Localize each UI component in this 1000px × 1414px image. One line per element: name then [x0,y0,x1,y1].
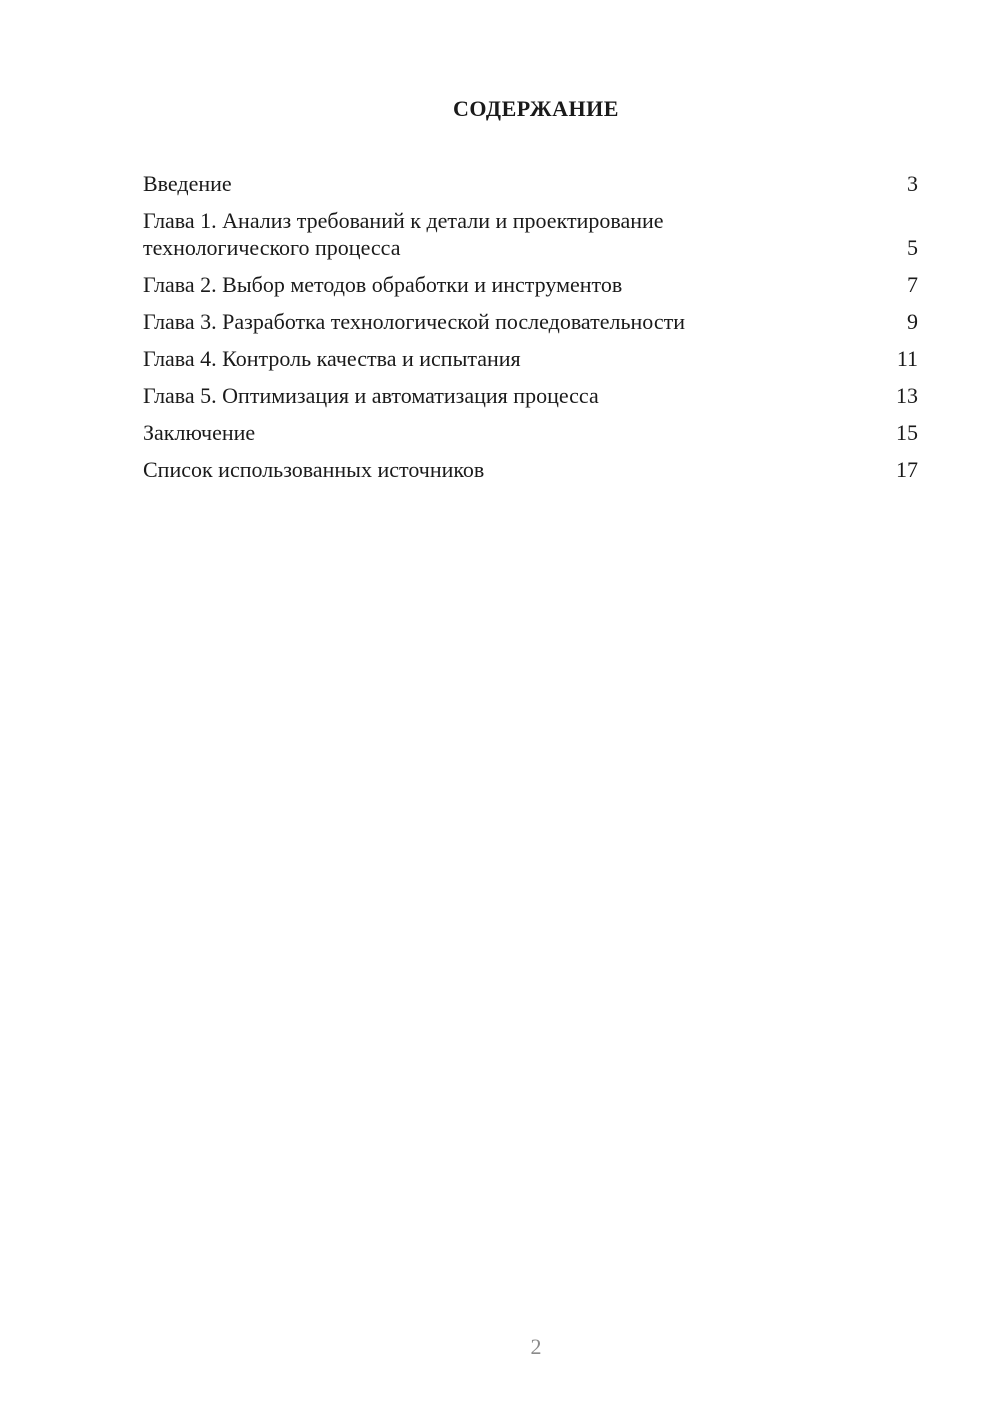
toc-entry-page: 13 [896,383,918,408]
toc-entry-label: Заключение [143,420,256,445]
toc-entry-label: Введение [143,171,232,196]
toc-entry-page: 7 [907,272,918,297]
toc-entry-label: Глава 5. Оптимизация и автоматизация процесса [143,383,599,408]
toc-title: СОДЕРЖАНИЕ [453,96,619,121]
toc-entry-chapter-5 [143,382,918,409]
toc-entry-page: 17 [896,457,918,482]
toc-entry-page: 9 [907,309,918,334]
toc-entry-label: Глава 1. Анализ требований к детали и проектирование технологического процесса [143,208,664,260]
toc-entry-references [143,456,918,483]
toc-entry-chapter-2 [143,271,918,298]
page-number: 2 [530,1334,542,1359]
toc-list [143,170,918,493]
toc-entry-label: Глава 4. Контроль качества и испытания [143,346,521,371]
toc-entry-label: Глава 2. Выбор методов обработки и инструментов [143,272,623,297]
toc-entry-chapter-4 [143,345,918,372]
toc-entry-conclusion [143,419,918,446]
toc-entry-chapter-3 [143,308,918,335]
toc-entry-introduction [143,170,918,197]
toc-entry-page: 15 [896,420,918,445]
toc-entry-label: Список использованных источников [143,457,485,482]
toc-entry-page: 11 [896,346,918,371]
toc-entry-label: Глава 3. Разработка технологической последовательности [143,309,685,334]
toc-entry-chapter-1 [143,207,918,261]
toc-entry-page: 3 [907,171,918,196]
toc-entry-page: 5 [907,235,918,260]
